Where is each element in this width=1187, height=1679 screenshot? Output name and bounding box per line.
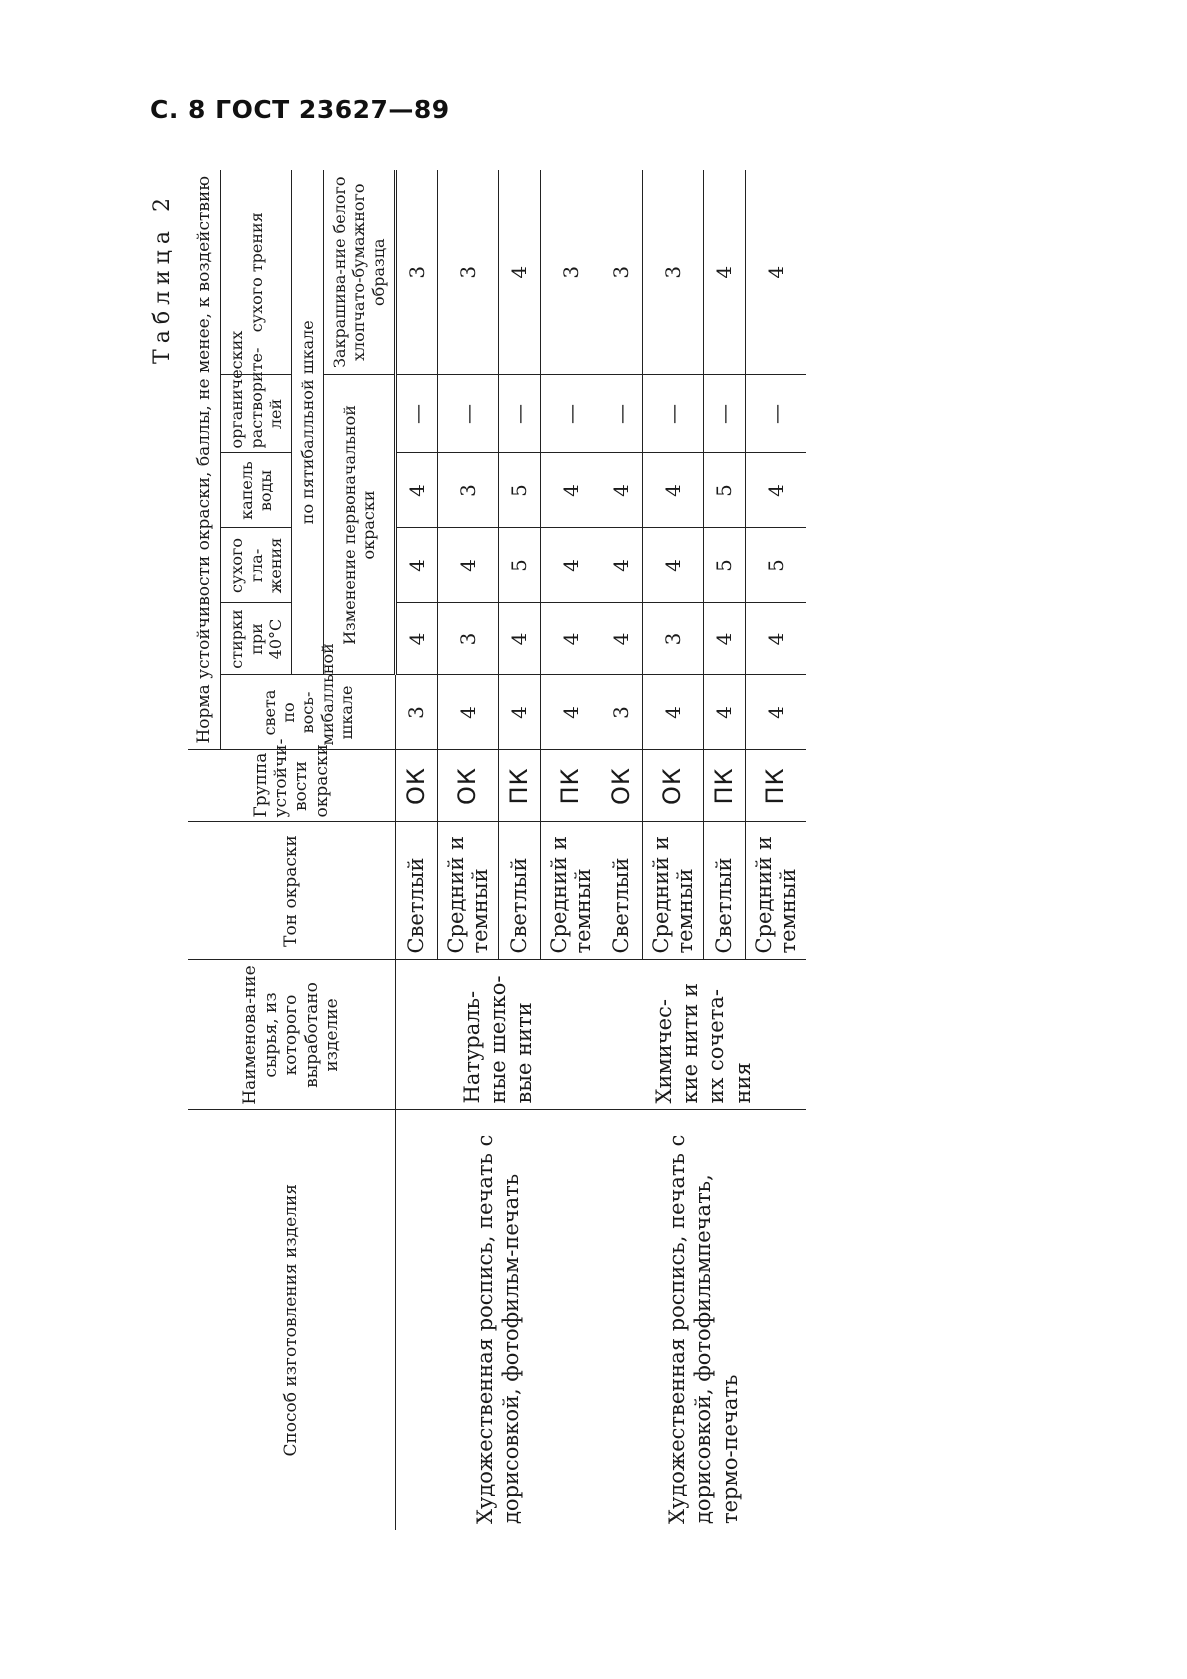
- light-value: 4: [745, 675, 806, 750]
- drops-value: 4: [642, 453, 703, 528]
- wash-value: 4: [498, 603, 540, 675]
- solvents-value: —: [437, 375, 498, 453]
- tone-cell: Средний и темный: [745, 822, 806, 960]
- wash-value: 3: [437, 603, 498, 675]
- iron-value: 4: [642, 528, 703, 603]
- group-cell: ОК: [642, 750, 703, 822]
- header-stain: Закрашива-ние белого хлопчато-бумажного образца: [324, 170, 396, 375]
- tone-cell: Светлый: [395, 822, 437, 960]
- group-cell: ПК: [498, 750, 540, 822]
- wash-value: 4: [601, 603, 642, 675]
- solvents-value: —: [703, 375, 745, 453]
- wash-value: 4: [540, 603, 601, 675]
- raw-material-cell-1: Натураль-ные шелко-вые нити: [395, 960, 601, 1110]
- light-value: 4: [540, 675, 601, 750]
- light-value: 3: [601, 675, 642, 750]
- iron-value: 5: [703, 528, 745, 603]
- rotated-table-frame: [148, 170, 1008, 1530]
- drops-value: 5: [703, 453, 745, 528]
- friction-value: 3: [642, 170, 703, 375]
- header-change: Изменение первоначальной окраски: [324, 375, 396, 675]
- friction-value: 4: [745, 170, 806, 375]
- iron-value: 4: [540, 528, 601, 603]
- light-value: 4: [642, 675, 703, 750]
- header-fastness-group: Группа устойчи-вости окраски: [188, 750, 395, 822]
- light-value: 4: [498, 675, 540, 750]
- wash-value: 4: [745, 603, 806, 675]
- solvents-value: —: [745, 375, 806, 453]
- method-cell-1: Художественная роспись, печать с дорисовкой, фотофильм-печать: [473, 1134, 524, 1524]
- header-wash: стирки при 40°С: [221, 603, 292, 675]
- tone-cell: Светлый: [498, 822, 540, 960]
- page-header: С. 8 ГОСТ 23627—89: [150, 95, 450, 124]
- header-tone: Тон окраски: [188, 822, 395, 960]
- group-cell: ПК: [540, 750, 601, 822]
- drops-value: 4: [395, 453, 437, 528]
- standards-table: [188, 170, 806, 1530]
- header-iron: сухого гла-жения: [221, 528, 292, 603]
- drops-value: 4: [540, 453, 601, 528]
- wash-value: 3: [642, 603, 703, 675]
- tone-cell: Средний и темный: [437, 822, 498, 960]
- drops-value: 5: [498, 453, 540, 528]
- tone-cell: Светлый: [601, 822, 642, 960]
- header-five-scale: по пятибалльной шкале: [291, 170, 323, 675]
- iron-value: 4: [395, 528, 437, 603]
- group-cell: ОК: [437, 750, 498, 822]
- tone-cell: Средний и темный: [642, 822, 703, 960]
- group-cell: ПК: [745, 750, 806, 822]
- friction-value: 3: [601, 170, 642, 375]
- header-light: света по вось-мибалльной шкале: [221, 675, 395, 750]
- group-cell: ПК: [703, 750, 745, 822]
- raw-material-cell-2: Химичес-кие нити и их сочета-ния: [601, 960, 806, 1110]
- iron-value: 4: [601, 528, 642, 603]
- method-cell-2: Художественная роспись, печать с дорисовкой, фотофильмпечать, термо-печать: [665, 1134, 742, 1524]
- drops-value: 4: [601, 453, 642, 528]
- solvents-value: —: [642, 375, 703, 453]
- tone-cell: Средний и темный: [540, 822, 601, 960]
- light-value: 4: [437, 675, 498, 750]
- header-raw-material: Наименова-ние сырья, из которого выработано изделие: [188, 960, 395, 1110]
- header-norm: Норма устойчивости окраски, баллы, не менее, к воздействию: [188, 170, 221, 750]
- group-cell: ОК: [395, 750, 437, 822]
- solvents-value: —: [601, 375, 642, 453]
- header-method: Способ изготовления изделия: [188, 1110, 395, 1530]
- friction-value: 4: [498, 170, 540, 375]
- header-friction: сухого трения: [221, 170, 292, 375]
- solvents-value: —: [540, 375, 601, 453]
- tone-cell: Светлый: [703, 822, 745, 960]
- header-drops: капель воды: [221, 453, 292, 528]
- solvents-value: —: [498, 375, 540, 453]
- friction-value: 3: [437, 170, 498, 375]
- solvents-value: —: [395, 375, 437, 453]
- wash-value: 4: [395, 603, 437, 675]
- friction-value: 3: [540, 170, 601, 375]
- friction-value: 4: [703, 170, 745, 375]
- iron-value: 4: [437, 528, 498, 603]
- group-cell: ОК: [601, 750, 642, 822]
- iron-value: 5: [745, 528, 806, 603]
- iron-value: 5: [498, 528, 540, 603]
- light-value: 3: [395, 675, 437, 750]
- friction-value: 3: [395, 170, 437, 375]
- light-value: 4: [703, 675, 745, 750]
- wash-value: 4: [703, 603, 745, 675]
- table-label: Таблица 2: [150, 192, 175, 364]
- header-solvents: органических растворите-лей: [221, 375, 292, 453]
- drops-value: 3: [437, 453, 498, 528]
- drops-value: 4: [745, 453, 806, 528]
